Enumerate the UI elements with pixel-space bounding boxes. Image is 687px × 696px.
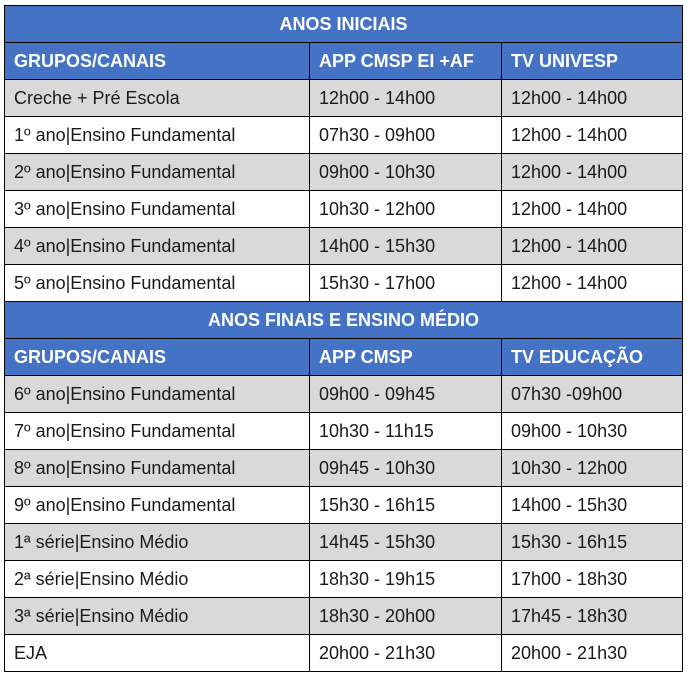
- group-cell: 1º ano|Ensino Fundamental: [5, 117, 310, 154]
- group-cell: 7º ano|Ensino Fundamental: [5, 413, 310, 450]
- tv-time-cell: 12h00 - 14h00: [502, 265, 683, 302]
- column-header-grupos: GRUPOS/CANAIS: [5, 43, 310, 80]
- column-header-app: APP CMSP EI +AF: [310, 43, 502, 80]
- tv-time-cell: 17h00 - 18h30: [502, 561, 683, 598]
- group-cell: EJA: [5, 635, 310, 672]
- tv-time-cell: 12h00 - 14h00: [502, 228, 683, 265]
- section-title-row: [5, 302, 683, 339]
- table-row: [5, 598, 683, 635]
- table-row: [5, 154, 683, 191]
- app-time-cell: 20h00 - 21h30: [310, 635, 502, 672]
- group-cell: Creche + Pré Escola: [5, 80, 310, 117]
- tv-time-cell: 12h00 - 14h00: [502, 80, 683, 117]
- app-time-cell: 15h30 - 16h15: [310, 487, 502, 524]
- table-row: [5, 413, 683, 450]
- table-row: [5, 524, 683, 561]
- app-time-cell: 18h30 - 19h15: [310, 561, 502, 598]
- tv-time-cell: 10h30 - 12h00: [502, 450, 683, 487]
- section-title-anos-finais: ANOS FINAIS E ENSINO MÉDIO: [5, 302, 683, 339]
- table-row: [5, 487, 683, 524]
- table-row: [5, 635, 683, 672]
- column-header-grupos: GRUPOS/CANAIS: [5, 339, 310, 376]
- app-time-cell: 14h00 - 15h30: [310, 228, 502, 265]
- table-row: [5, 376, 683, 413]
- table-row: [5, 450, 683, 487]
- group-cell: 4º ano|Ensino Fundamental: [5, 228, 310, 265]
- group-cell: 2ª série|Ensino Médio: [5, 561, 310, 598]
- table-row: [5, 265, 683, 302]
- group-cell: 8º ano|Ensino Fundamental: [5, 450, 310, 487]
- app-time-cell: 15h30 - 17h00: [310, 265, 502, 302]
- tv-time-cell: 09h00 - 10h30: [502, 413, 683, 450]
- app-time-cell: 09h45 - 10h30: [310, 450, 502, 487]
- tv-time-cell: 14h00 - 15h30: [502, 487, 683, 524]
- group-cell: 3º ano|Ensino Fundamental: [5, 191, 310, 228]
- app-time-cell: 10h30 - 12h00: [310, 191, 502, 228]
- app-time-cell: 09h00 - 09h45: [310, 376, 502, 413]
- tv-time-cell: 12h00 - 14h00: [502, 191, 683, 228]
- tv-time-cell: 12h00 - 14h00: [502, 154, 683, 191]
- column-header-row: [5, 339, 683, 376]
- app-time-cell: 14h45 - 15h30: [310, 524, 502, 561]
- table-row: [5, 228, 683, 265]
- tv-time-cell: 17h45 - 18h30: [502, 598, 683, 635]
- group-cell: 6º ano|Ensino Fundamental: [5, 376, 310, 413]
- table-row: [5, 117, 683, 154]
- group-cell: 5º ano|Ensino Fundamental: [5, 265, 310, 302]
- table-row: [5, 191, 683, 228]
- column-header-app: APP CMSP: [310, 339, 502, 376]
- group-cell: 1ª série|Ensino Médio: [5, 524, 310, 561]
- tv-time-cell: 07h30 -09h00: [502, 376, 683, 413]
- schedule-table: [4, 5, 683, 672]
- column-header-tv: TV UNIVESP: [502, 43, 683, 80]
- column-header-row: [5, 43, 683, 80]
- app-time-cell: 18h30 - 20h00: [310, 598, 502, 635]
- app-time-cell: 07h30 - 09h00: [310, 117, 502, 154]
- tv-time-cell: 15h30 - 16h15: [502, 524, 683, 561]
- app-time-cell: 10h30 - 11h15: [310, 413, 502, 450]
- group-cell: 3ª série|Ensino Médio: [5, 598, 310, 635]
- column-header-tv: TV EDUCAÇÃO: [502, 339, 683, 376]
- table-row: [5, 561, 683, 598]
- section-title-row: [5, 6, 683, 43]
- tv-time-cell: 20h00 - 21h30: [502, 635, 683, 672]
- group-cell: 2º ano|Ensino Fundamental: [5, 154, 310, 191]
- group-cell: 9º ano|Ensino Fundamental: [5, 487, 310, 524]
- section-title-anos-iniciais: ANOS INICIAIS: [5, 6, 683, 43]
- app-time-cell: 12h00 - 14h00: [310, 80, 502, 117]
- app-time-cell: 09h00 - 10h30: [310, 154, 502, 191]
- table-row: [5, 80, 683, 117]
- tv-time-cell: 12h00 - 14h00: [502, 117, 683, 154]
